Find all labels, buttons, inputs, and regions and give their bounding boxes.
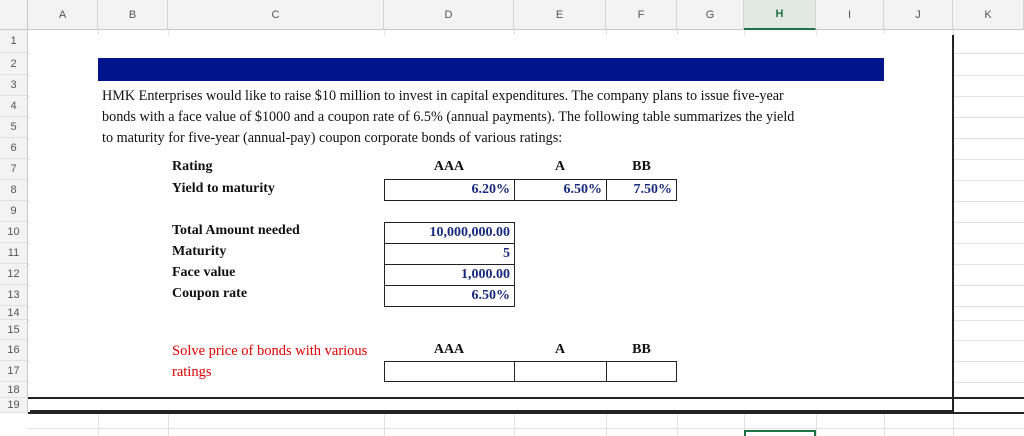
column-header-h[interactable]: H <box>744 0 816 30</box>
column-header-i[interactable]: I <box>816 0 884 30</box>
solve-prompt-line: ratings <box>172 364 212 380</box>
row-header[interactable]: 13 <box>0 285 28 306</box>
problem-line: HMK Enterprises would like to raise $10 million to invest in capital expenditures. The company plans to issue five-year <box>102 88 784 104</box>
row-header[interactable]: 9 <box>0 201 28 222</box>
row-header[interactable]: 4 <box>0 96 28 117</box>
face-value-cell[interactable]: 1,000.00 <box>384 264 515 286</box>
maturity-cell[interactable]: 5 <box>384 243 515 265</box>
row-header[interactable]: 10 <box>0 222 28 243</box>
ytm-bb-cell[interactable]: 7.50% <box>606 179 677 201</box>
select-all-corner[interactable] <box>0 0 28 30</box>
maturity-label: Maturity <box>172 244 227 259</box>
row-header[interactable]: 14 <box>0 306 28 320</box>
column-header-b[interactable]: B <box>98 0 168 30</box>
row-header[interactable]: 19 <box>0 398 28 413</box>
row-header[interactable]: 3 <box>0 75 28 96</box>
column-header-k[interactable]: K <box>953 0 1024 30</box>
column-header-a[interactable]: A <box>28 0 98 30</box>
solve-prompt-line: Solve price of bonds with various <box>172 343 368 359</box>
row-header[interactable]: 5 <box>0 117 28 138</box>
face-value-label: Face value <box>172 265 236 280</box>
row-header[interactable]: 17 <box>0 361 28 382</box>
row-border-heavy <box>28 397 1024 399</box>
ytm-aaa-cell[interactable]: 6.20% <box>384 179 515 201</box>
column-header-g[interactable]: G <box>677 0 744 30</box>
rating-header-aaa: AAA <box>433 159 465 174</box>
selected-cell-indicator[interactable] <box>744 430 816 436</box>
rating-label: Rating <box>172 159 213 174</box>
title-banner <box>98 58 884 81</box>
rating-header-bb: BB <box>632 159 651 174</box>
price-bb-cell[interactable] <box>606 361 677 382</box>
row-header[interactable]: 15 <box>0 320 28 340</box>
price-aaa-cell[interactable] <box>384 361 515 382</box>
gridline <box>28 428 1024 429</box>
price-a-cell[interactable] <box>514 361 607 382</box>
row-border-heavy <box>28 412 1024 414</box>
rating-header-a: A <box>554 159 566 174</box>
ytm-label: Yield to maturity <box>172 181 275 196</box>
problem-line: to maturity for five-year (annual-pay) coupon corporate bonds of various ratings: <box>102 130 563 146</box>
row-header[interactable]: 2 <box>0 53 28 75</box>
column-header-j[interactable]: J <box>884 0 953 30</box>
row-header[interactable]: 16 <box>0 340 28 361</box>
row-header[interactable]: 18 <box>0 382 28 398</box>
ytm-a-cell[interactable]: 6.50% <box>514 179 607 201</box>
total-amount-cell[interactable]: 10,000,000.00 <box>384 222 515 244</box>
column-header-d[interactable]: D <box>384 0 514 30</box>
row-header[interactable]: 11 <box>0 243 28 264</box>
solve-header-bb: BB <box>632 342 651 357</box>
solve-header-aaa: AAA <box>433 342 465 357</box>
row-header[interactable]: 12 <box>0 264 28 285</box>
row-header[interactable]: 8 <box>0 180 28 201</box>
solve-header-a: A <box>554 342 566 357</box>
column-header-e[interactable]: E <box>514 0 606 30</box>
coupon-rate-cell[interactable]: 6.50% <box>384 285 515 307</box>
solve-prompt <box>172 341 392 383</box>
total-amount-label: Total Amount needed <box>172 223 300 238</box>
column-header-f[interactable]: F <box>606 0 677 30</box>
row-header[interactable]: 1 <box>0 30 28 53</box>
problem-statement <box>102 86 882 149</box>
column-header-c[interactable]: C <box>168 0 384 30</box>
coupon-rate-label: Coupon rate <box>172 286 248 301</box>
row-header[interactable]: 6 <box>0 138 28 159</box>
row-header[interactable]: 7 <box>0 159 28 180</box>
problem-line: bonds with a face value of $1000 and a coupon rate of 6.5% (annual payments). The following table summarizes the yield <box>102 109 795 125</box>
